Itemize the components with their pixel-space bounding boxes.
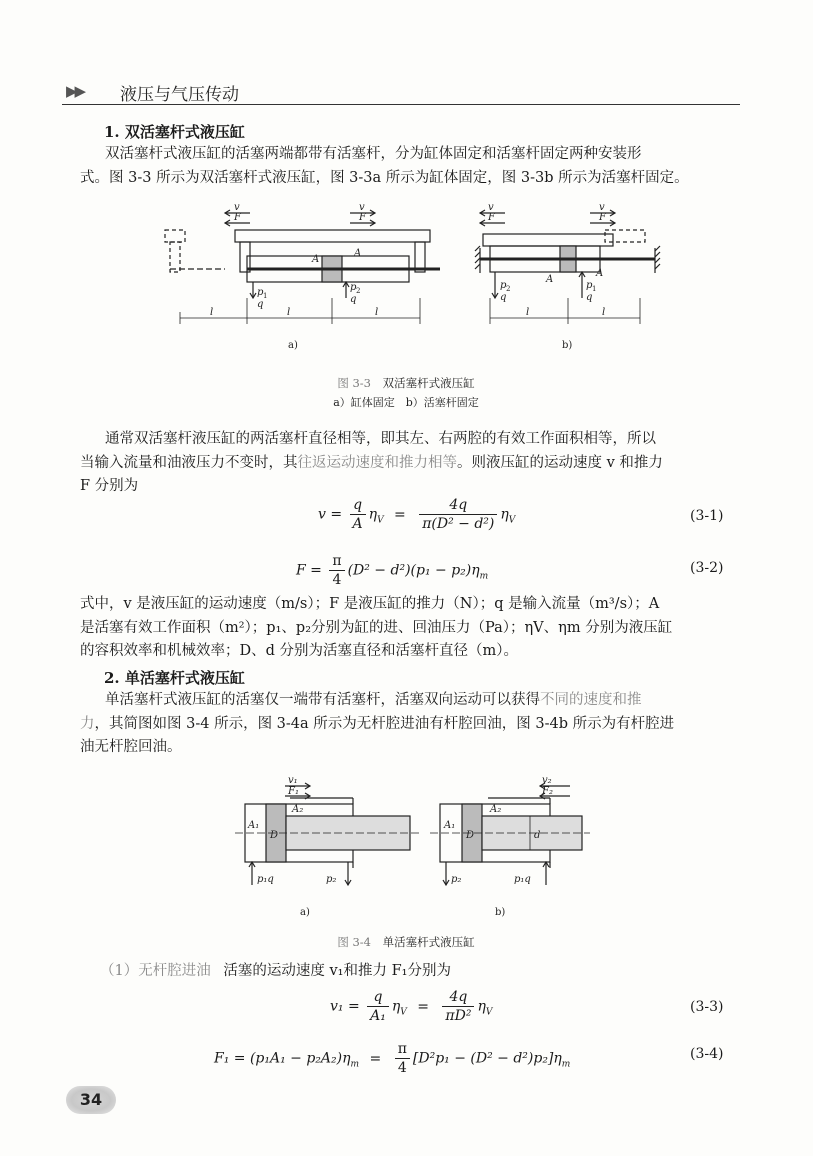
paragraph-4-line-2a: 力 bbox=[80, 715, 95, 732]
eq33-eta-sub: V bbox=[400, 1007, 407, 1018]
fig34a-p2-label: p₂ bbox=[326, 874, 337, 885]
paragraph-3-line-3: 的容积效率和机械效率；D、d 分别为活塞直径和活塞杆直径（m）。 bbox=[80, 643, 519, 659]
subsection-1-label: （1）无杆腔进油 bbox=[100, 963, 211, 979]
paragraph-2-line-2a: 当输入流量和油液压力不变时，其 bbox=[80, 454, 298, 471]
equation-3-1 bbox=[318, 496, 515, 533]
fig33b-v-label-right: v bbox=[599, 202, 605, 213]
fig33b-q-label: q bbox=[500, 292, 507, 303]
fig33a-q-label-right: q bbox=[350, 294, 357, 305]
fig33a-l-label-right: l bbox=[375, 307, 379, 318]
fig34b-p2-label: p₂ bbox=[451, 874, 462, 885]
fig33a-q-label: q bbox=[257, 299, 264, 310]
equation-3-3-number: (3-3) bbox=[690, 999, 724, 1015]
paragraph-2-line-1: 通常双活塞杆液压缸的两活塞杆直径相等，即其左、右两腔的有效工作面积相等，所以 bbox=[105, 431, 656, 447]
fig33a-F-label-right: F bbox=[359, 212, 366, 223]
fig34a-F1-label: F₁ bbox=[288, 786, 299, 797]
paragraph-2 bbox=[80, 428, 742, 499]
paragraph-2-line-2b: 往返运动速度和推力相等 bbox=[297, 454, 457, 471]
eq34-body: [D²p₁ − (D² − d²)p₂]η bbox=[412, 1050, 562, 1067]
paragraph-4 bbox=[80, 689, 742, 760]
eq33-lhs: v₁ = bbox=[330, 998, 360, 1015]
figure-3-3-caption bbox=[250, 375, 562, 391]
header-arrows-icon: ▶▶ bbox=[66, 82, 84, 100]
eq34-equals: = bbox=[369, 1050, 382, 1067]
running-header bbox=[62, 80, 740, 105]
subsection-1 bbox=[100, 960, 740, 984]
caption-3-3-number: 图 3-3 bbox=[337, 376, 372, 390]
figure-3-4 bbox=[230, 770, 600, 920]
fig33a-A-label: A bbox=[312, 254, 320, 265]
paragraph-1-line-2: 式。图 3-3 所示为双活塞杆式液压缸，图 3-3a 所示为缸体固定，图 3-3b 所示为活塞杆固定。 bbox=[80, 169, 689, 186]
paragraph-4-line-3: 油无杆腔回油。 bbox=[80, 739, 182, 755]
section-heading-1: 1. 双活塞杆式液压缸 bbox=[104, 123, 245, 141]
fig33a-p1-label: p bbox=[257, 287, 264, 298]
eq33-frac1-den: A₁ bbox=[370, 1008, 386, 1024]
eq32-pi-den: 4 bbox=[332, 572, 342, 588]
equation-3-2-number: (3-2) bbox=[690, 560, 724, 576]
header-title: 液压与气压传动 bbox=[120, 85, 239, 105]
fig34b-v2-label: v₂ bbox=[542, 775, 552, 786]
eq33-frac1-num: q bbox=[367, 988, 389, 1007]
figure-3-3-subcaption: a）缸体固定 b）活塞杆固定 bbox=[333, 396, 479, 409]
fig34b-D-label: D bbox=[466, 830, 475, 841]
eq32-body: (D² − d²)(p₁ − p₂)η bbox=[347, 562, 480, 579]
equation-3-4 bbox=[214, 1040, 570, 1077]
paragraph-3-line-1: 式中，v 是液压缸的运动速度（m/s）；F 是液压缸的推力（N）；q 是输入流量（m³/s）；A bbox=[80, 596, 660, 612]
paragraph-2-line-3: F 分别为 bbox=[80, 478, 139, 494]
fig34-a-label: a) bbox=[300, 907, 310, 918]
paragraph-1 bbox=[80, 143, 742, 190]
eq32-pi-num: π bbox=[329, 552, 344, 571]
fig33b-F-label: F bbox=[488, 212, 495, 223]
fig33b-p1-sub: 1 bbox=[592, 285, 597, 293]
eq34-eta-sub: m bbox=[350, 1059, 360, 1070]
paragraph-4-line-1b: 不同的速度和推 bbox=[540, 692, 642, 708]
eq31-eta-sub: V bbox=[377, 515, 384, 526]
fig34a-D-label: D bbox=[270, 830, 279, 841]
fig33a-A-label-right: A bbox=[354, 248, 362, 259]
fig34b-d-label: d bbox=[534, 830, 541, 841]
eq33-eta: η bbox=[391, 998, 401, 1015]
caption-3-4-number: 图 3-4 bbox=[337, 935, 372, 949]
paragraph-2-line-2 bbox=[80, 452, 742, 476]
equation-3-1-number: (3-1) bbox=[690, 508, 724, 524]
fig34a-A2-label: A₂ bbox=[292, 804, 304, 815]
fig34a-p1q-label: p₁q bbox=[257, 874, 274, 885]
eq33-eta-2: η bbox=[477, 998, 486, 1015]
fig34b-F2-label: F₂ bbox=[542, 786, 553, 797]
eq31-frac1-num: q bbox=[350, 496, 366, 515]
eq32-eta-sub: m bbox=[479, 571, 489, 582]
fig33a-p1-sub: 1 bbox=[263, 292, 268, 300]
eq33-equals: = bbox=[417, 998, 429, 1015]
fig33b-l-label-right: l bbox=[602, 307, 606, 318]
eq31-frac2-den: π(D² − d²) bbox=[422, 516, 495, 532]
eq31-eta-sub-2: V bbox=[508, 515, 516, 526]
fig34a-v1-label: v₁ bbox=[288, 775, 298, 786]
eq31-eta: η bbox=[368, 506, 378, 523]
fig33b-v-label: v bbox=[488, 202, 494, 213]
fig33a-l-label-left: l bbox=[210, 307, 214, 318]
caption-3-3-title: 双活塞杆式液压缸 bbox=[382, 376, 475, 390]
fig33b-A-label-right: A bbox=[596, 268, 604, 279]
fig33a-v-label-right: v bbox=[359, 202, 365, 213]
fig33a-v-label: v bbox=[234, 202, 240, 213]
equation-3-2 bbox=[296, 552, 488, 589]
caption-3-4-title: 单活塞杆式液压缸 bbox=[382, 935, 475, 949]
fig34b-A2-label: A₂ bbox=[490, 804, 502, 815]
figure-3-3 bbox=[150, 198, 670, 356]
section-heading-2: 2. 单活塞杆式液压缸 bbox=[104, 669, 245, 687]
eq34-lhs: F₁ = (p₁A₁ − p₂A₂)η bbox=[214, 1050, 351, 1067]
page-number-badge bbox=[66, 1086, 116, 1114]
eq34-pi-den: 4 bbox=[397, 1060, 407, 1076]
eq33-frac2-den: πD² bbox=[445, 1008, 472, 1024]
fig33b-A-label: A bbox=[546, 274, 554, 285]
fig33a-table bbox=[235, 230, 430, 242]
eq33-eta-sub-2: V bbox=[485, 1007, 493, 1018]
eq31-frac2-num: 4q bbox=[419, 496, 497, 515]
eq31-frac1-den: A bbox=[352, 516, 363, 532]
fig33-b-label: b) bbox=[562, 340, 573, 351]
eq34-eta-sub-2: m bbox=[561, 1059, 571, 1070]
fig33-a-label: a) bbox=[288, 340, 298, 351]
fig34b-A1-label: A₁ bbox=[444, 820, 456, 831]
eq31-equals: = bbox=[394, 506, 406, 523]
fig33b-table bbox=[483, 234, 613, 246]
fig34a-A1-label: A₁ bbox=[248, 820, 260, 831]
fig33b-p2-sub: 2 bbox=[506, 285, 511, 293]
fig33b-q-label-right: q bbox=[586, 292, 593, 303]
eq31-eta-2: η bbox=[500, 506, 509, 523]
equation-3-3 bbox=[330, 988, 492, 1025]
fig33a-p2-sub: 2 bbox=[356, 287, 361, 295]
paragraph-2-line-2c: 。则液压缸的运动速度 v 和推力 bbox=[457, 454, 663, 471]
fig33b-p1-label: p bbox=[586, 280, 593, 291]
eq34-pi-num: π bbox=[395, 1040, 410, 1059]
page-number: 34 bbox=[79, 1090, 103, 1109]
eq31-lhs: v = bbox=[318, 506, 343, 523]
fig33b-F-label-right: F bbox=[599, 212, 606, 223]
paragraph-1-line-1: 双活塞杆式液压缸的活塞两端都带有活塞杆，分为缸体固定和活塞杆固定两种安装形 bbox=[105, 146, 642, 162]
eq32-lhs: F = bbox=[296, 562, 322, 579]
fig33a-l-label-mid: l bbox=[287, 307, 291, 318]
figure-3-4-caption bbox=[300, 934, 512, 950]
subsection-1-text: 活塞的运动速度 v₁和推力 F₁分别为 bbox=[223, 963, 451, 979]
paragraph-4-line-2b: ，其简图如图 3-4 所示，图 3-4a 所示为无杆腔进油有杆腔回油，图 3-4b 所示为有杆腔进 bbox=[94, 715, 675, 732]
equation-3-4-number: (3-4) bbox=[690, 1046, 724, 1062]
fig34-b-label: b) bbox=[495, 907, 506, 918]
fig33b-p2-label: p bbox=[500, 280, 507, 291]
paragraph-4-line-1 bbox=[80, 689, 742, 713]
paragraph-4-line-1a: 单活塞杆式液压缸的活塞仅一端带有活塞杆，活塞双向运动可以获得 bbox=[105, 692, 540, 708]
fig33a-F-label: F bbox=[234, 212, 241, 223]
eq33-frac2-num: 4q bbox=[442, 988, 474, 1007]
paragraph-3 bbox=[80, 593, 742, 664]
paragraph-3-line-2: 是活塞有效工作面积（m²）；p₁、p₂分别为缸的进、回油压力（Pa）；ηV、ηm 分别为液压缸 bbox=[80, 619, 673, 636]
fig33a-p2-label: p bbox=[350, 282, 357, 293]
paragraph-4-line-2 bbox=[80, 713, 742, 737]
fig34b-p1q-label: p₁q bbox=[514, 874, 531, 885]
fig33b-l-label-left: l bbox=[526, 307, 530, 318]
